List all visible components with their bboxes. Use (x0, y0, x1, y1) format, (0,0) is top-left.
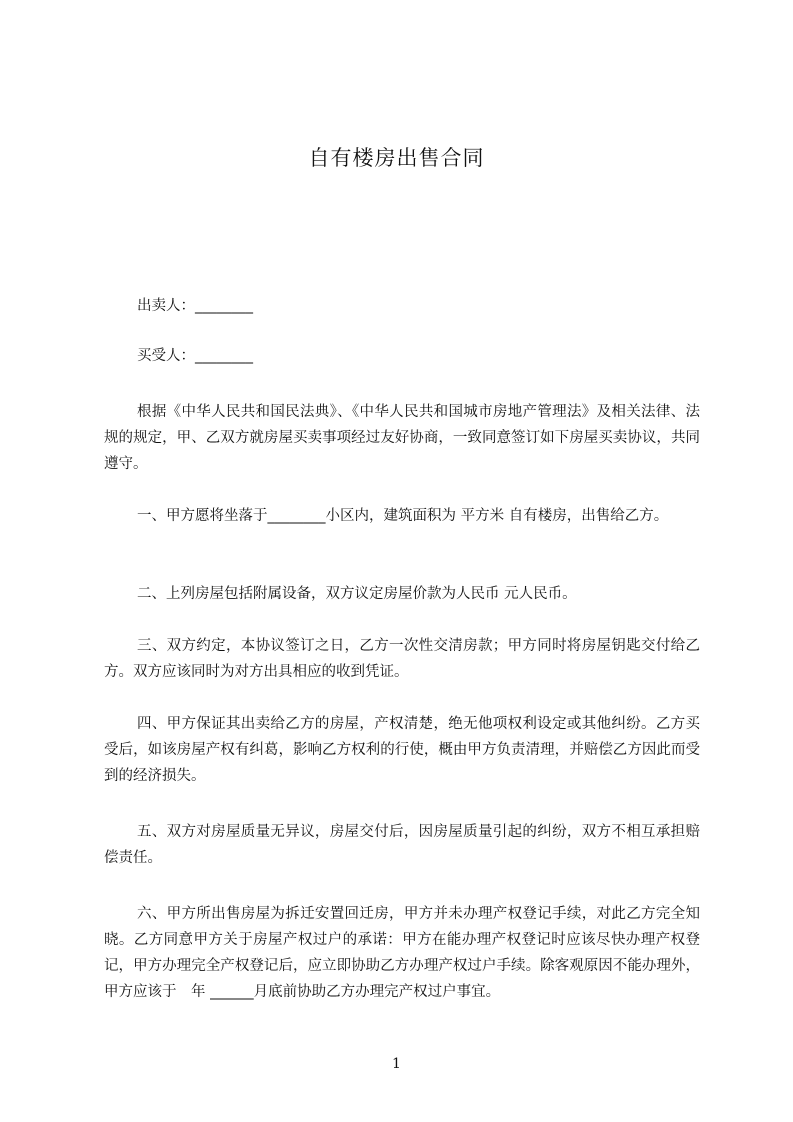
paragraph-preamble: 根据《中华人民共和国民法典》、《中华人民共和国城市房地产管理法》及相关法律、法规的规定，甲、乙双方就房屋买卖事项经过友好协商，一致同意签订如下房屋买卖协议，共同遵守。 (104, 404, 700, 472)
paragraph-clause-3: 三、双方约定，本协议签订之日，乙方一次性交清房款；甲方同时将房屋钥匙交付给乙方。双方应该同时为对方出具相应的收到凭证。 (104, 638, 700, 680)
document-title: 自有楼房出售合同 (308, 146, 485, 170)
page-number: 1 (392, 1056, 401, 1072)
paragraph-clause-1: 一、甲方愿将坐落于________小区内，建筑面积为 平方米 自有楼房，出售给乙方。 (137, 508, 669, 524)
paragraph-clause-5: 五、双方对房屋质量无异议，房屋交付后，因房屋质量引起的纠纷，双方不相互承担赔偿责任。 (104, 824, 700, 866)
paragraph-clause-4: 四、甲方保证其出卖给乙方的房屋，产权清楚，绝无他项权利设定或其他纠纷。乙方买受后，如该房屋产权有纠葛，影响乙方权利的行使，概由甲方负责清理，并赔偿乙方因此而受到的经济损失。 (104, 716, 700, 784)
seller-line: 出卖人：________ (137, 298, 253, 314)
buyer-line: 买受人：________ (137, 348, 253, 364)
paragraph-clause-6: 六、甲方所出售房屋为拆迁安置回迁房，甲方并未办理产权登记手续，对此乙方完全知晓。乙方同意甲方关于房屋产权过户的承诺：甲方在能办理产权登记时应该尽快办理产权登记，甲方办理完全产权登记后，应立即协助乙方办理产权过户手续。除客观原因不能办理外，甲方应该于 年 ______月底前协助乙方办理完产权过户事宜。 (104, 906, 700, 1000)
paragraph-clause-2: 二、上列房屋包括附属设备，双方议定房屋价款为人民币 元人民币。 (137, 586, 577, 602)
